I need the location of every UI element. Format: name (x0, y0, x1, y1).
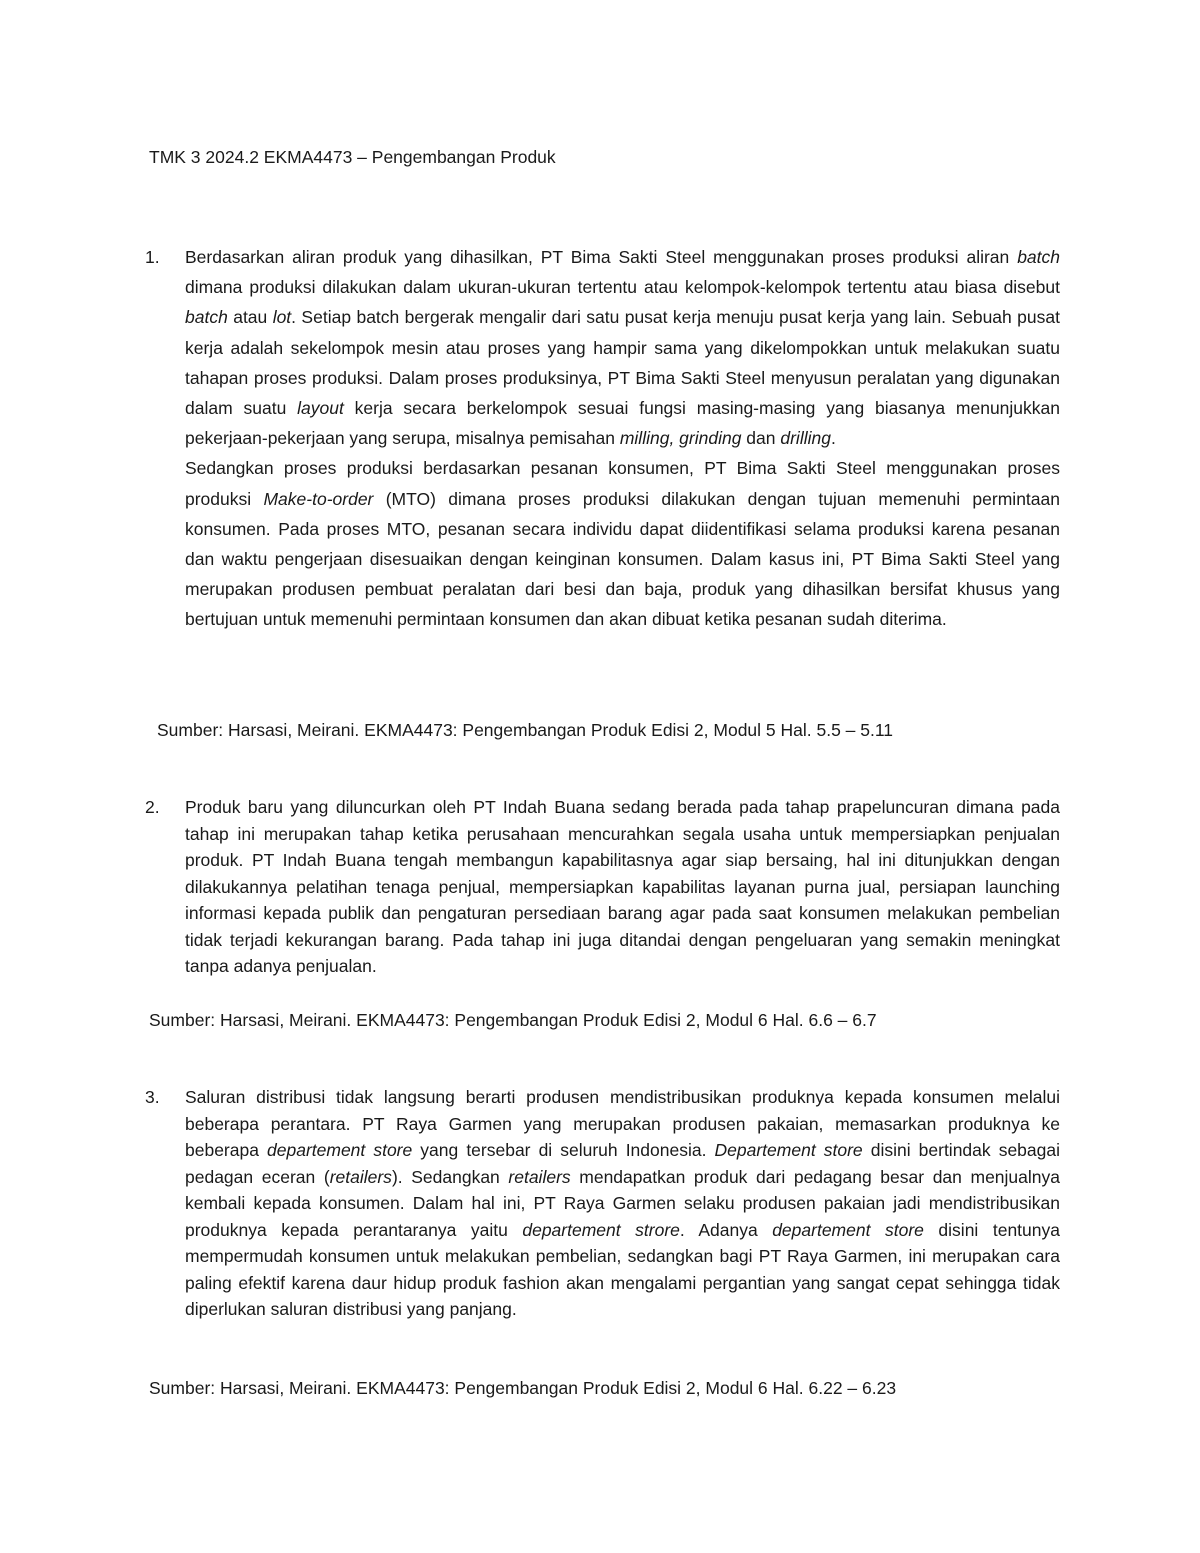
item-number: 3. (145, 1087, 160, 1107)
italic-term: retailers (329, 1166, 392, 1187)
italic-term: drilling (780, 428, 831, 449)
source-citation-3: Sumber: Harsasi, Meirani. EKMA4473: Pengembangan Produk Edisi 2, Modul 6 Hal. 6.22 – 6.23 (149, 1378, 897, 1398)
text-run: kerja secara berkelompok sesuai fungsi masing-masing yang biasanya menunjukkan pekerjaan-pekerjaan yang serupa, misalnya pemisahan (185, 398, 1060, 449)
italic-term: departement strore (522, 1219, 680, 1240)
text-run: dimana produksi dilakukan dalam ukuran-ukuran tertentu atau kelompok-kelompok tertentu atau biasa disebut (185, 277, 1060, 298)
answer-body (185, 1084, 1060, 1323)
answer-item-1 (145, 242, 1060, 635)
text-run: Sedangkan proses produksi berdasarkan pesanan konsumen, PT Bima Sakti Steel menggunakan proses produksi (185, 458, 1060, 509)
source-citation-1: Sumber: Harsasi, Meirani. EKMA4473: Pengembangan Produk Edisi 2, Modul 5 Hal. 5.5 – 5.11 (157, 720, 894, 740)
italic-term: milling, grinding (619, 428, 742, 449)
text-run: disini bertindak sebagai pedagan eceran ( (185, 1140, 1060, 1187)
italic-term: retailers (508, 1166, 571, 1187)
paragraph (185, 242, 1060, 453)
text-run: . Adanya (679, 1219, 773, 1240)
answer-body (185, 794, 1060, 980)
answer-item-3 (145, 1084, 1060, 1323)
italic-term: batch (1017, 247, 1060, 267)
text-run: dan (741, 428, 781, 449)
text-run: ). Sedangkan (391, 1166, 509, 1187)
italic-term: Make-to-order (263, 488, 374, 509)
italic-term: batch (185, 307, 228, 328)
text-run: yang tersebar di seluruh Indonesia. (412, 1140, 715, 1160)
text-run: (MTO) dimana proses produksi dilakukan dengan tujuan memenuhi permintaan konsumen. Pada proses MTO, pesanan secara individu dapat diidentifikasi selama produksi karena pesanan dan waktu pengerjaan disesuaikan dengan keinginan konsumen. Dalam kasus ini, PT Bima Sakti Steel yang merupakan produsen pembuat peralatan dari besi dan baja, produk yang dihasilkan bersifat khusus yang bertujuan untuk memenuhi permintaan konsumen dan akan dibuat ketika pesanan sudah diterima. (185, 488, 1060, 630)
text-run: atau (227, 307, 273, 328)
italic-term: layout (297, 398, 344, 419)
item-number: 1. (145, 247, 160, 267)
text-run: Berdasarkan aliran produk yang dihasilkan, PT Bima Sakti Steel menggunakan proses produksi aliran (185, 247, 1018, 267)
paragraph (185, 1084, 1060, 1323)
text-run: . Setiap batch bergerak mengalir dari satu pusat kerja menuju pusat kerja yang lain. Sebuah pusat kerja adalah sekelompok mesin atau proses yang hampir sama yang dikelompokkan untuk melakukan suatu tahapan proses produksi. Dalam proses produksinya, PT Bima Sakti Steel menyusun peralatan yang digunakan dalam suatu (185, 307, 1060, 419)
source-citation-2: Sumber: Harsasi, Meirani. EKMA4473: Pengembangan Produk Edisi 2, Modul 6 Hal. 6.6 – 6.7 (149, 1010, 877, 1030)
text-run: disini tentunya mempermudah konsumen untuk melakukan pembelian, sedangkan bagi PT Raya Garmen, ini merupakan cara paling efektif karena daur hidup produk fashion akan mengalami pergantian yang sangat cepat sehingga tidak diperlukan saluran distribusi yang panjang. (185, 1219, 1060, 1319)
answer-body (185, 242, 1060, 635)
italic-term: departement store (772, 1219, 924, 1240)
italic-term: lot (272, 307, 292, 328)
item-number: 2. (145, 797, 160, 817)
italic-term: departement store (267, 1140, 413, 1160)
paragraph: Produk baru yang diluncurkan oleh PT Indah Buana sedang berada pada tahap prapeluncuran dimana pada tahap ini merupakan tahap ketika perusahaan mencurahkan segala usaha untuk mempersiapkan penjualan produk. PT Indah Buana tengah membangun kapabilitasnya agar siap bersaing, hal ini ditunjukkan dengan dilakukannya pelatihan tenaga penjual, mempersiapkan kapabilitas layanan purna jual, persiapan launching informasi kepada publik dan pengaturan persediaan barang agar pada saat konsumen melakukan pembelian tidak terjadi kekurangan barang. Pada tahap ini juga ditandai dengan pengeluaran yang semakin meningkat tanpa adanya penjualan. (185, 797, 1060, 976)
text-run: Saluran distribusi tidak langsung berarti produsen mendistribusikan produknya kepada konsumen melalui beberapa perantara. PT Raya Garmen yang merupakan produsen pakaian, memasarkan produknya ke beberapa (185, 1087, 1060, 1160)
answer-item-2 (145, 794, 1060, 980)
italic-term: Departement store (714, 1140, 863, 1160)
paragraph (185, 453, 1060, 634)
document-title: TMK 3 2024.2 EKMA4473 – Pengembangan Produk (149, 147, 556, 167)
text-run: . (830, 428, 836, 449)
text-run: mendapatkan produk dari pedagang besar dan menjualnya kembali kepada konsumen. Dalam hal ini, PT Raya Garmen selaku produsen pakaian jadi mendistribusikan produknya kepada perantaranya yaitu (185, 1166, 1060, 1240)
